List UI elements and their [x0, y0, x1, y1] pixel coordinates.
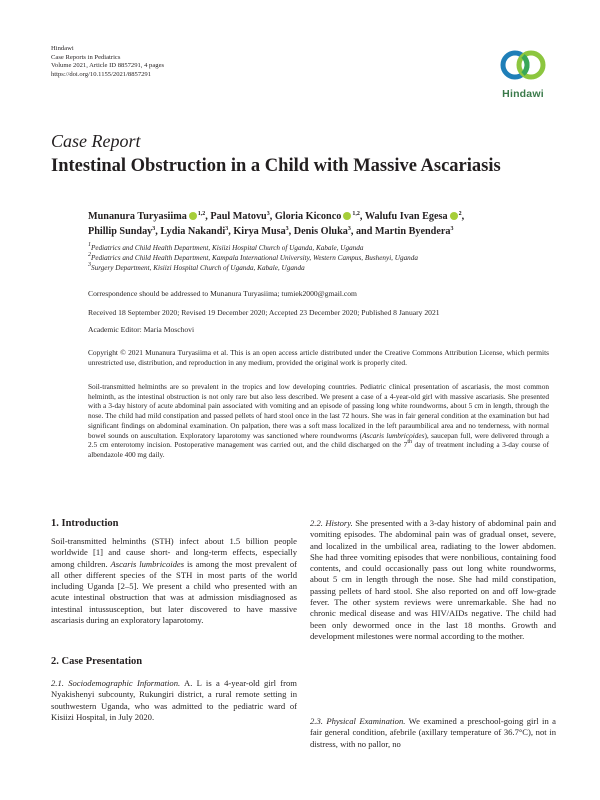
affiliation: $^1$Pediatrics and Child Health Department, Kisiizi Hospital Church of Uganda, Kabale, Uganda [88, 242, 364, 252]
history-text: 2.2. History. She presented with a 3-day history of abdominal pain and vomiting episodes. The abdominal pain was of gradual onset, severe, and localized in the umbilical area, radiating to the lower abdomen. She had three vomiting episodes that were nonbilious, containing food contents, and could occasionally pass out long white roundworms, about 5 cm in length through the nose. She had mild constipation, passing pellets of hard stool. She also reported on and off low-grade fever. The other system reviews were unremarkable. She had no chronic medical disease and was HIV/AIDs negative. The child had been only dewormed once in the last 18 months. Growth and development milestones were normal according to the mother. [310, 518, 556, 641]
hindawi-logo-icon [497, 43, 549, 87]
introduction-text: Soil-transmitted helminths (STH) infect about 1.5 billion people worldwide [1] and cause short- and long-term effects, especially among children. Ascaris lumbricoides is among the most prevalent of all other different species of the STH in most parts of the world including Uganda [2–5]. We present a child who presented with an acute intestinal obstruction that was at admission misdiagnosed as intestinal intussusception, but later discovered to have massive ascariasis during an exploratory laparotomy. [51, 536, 297, 626]
case-text: 2.1. Sociodemographic Information. A. L is a 4-year-old girl from Nyakishenyi subcounty, Rukungiri district, a rural remote setting in southwestern Uganda, who was admitted to the pediatric ward of Kisiizi Hospital, in July 2020. [51, 678, 297, 722]
author: Martin Byendera$^3$ [374, 226, 454, 237]
author: Munanura Turyasiima $^{1,2}$, [88, 211, 208, 222]
affiliations [88, 244, 558, 273]
section-heading-case: 2. Case Presentation [51, 656, 143, 667]
affiliation: $^2$Pediatrics and Child Health Department, Kampala International University, Western Campus, Bushenyi, Uganda [88, 251, 418, 262]
publisher-name: Hindawi [51, 45, 74, 52]
article-dates: Received 18 September 2020; Revised 19 December 2020; Accepted 23 December 2020; Published 8 January 2021 [88, 308, 440, 317]
article-type: Case Report [51, 131, 141, 151]
author-list [88, 209, 558, 239]
article-title: Intestinal Obstruction in a Child with Massive Ascariasis [51, 156, 501, 176]
author: Denis Oluka$^3$, and [293, 226, 373, 237]
volume-info: Volume 2021, Article ID 8857291, 4 pages [51, 62, 165, 70]
author: Paul Matovu$^3$, [210, 211, 273, 222]
copyright-notice: Copyright © 2021 Munanura Turyasiima et al. This is an open access article distributed under the Creative Commons Attribution License, which permits unrestricted use, distribution, and reproduction in any medium, provided the original work is properly cited. [88, 348, 549, 367]
author: Gloria Kiconco $^{1,2}$, [274, 211, 363, 222]
journal-header [51, 45, 164, 79]
physical-exam-text: 2.3. Physical Examination. We examined a preschool-going girl in a fair general condition, afebrile (axillary temperature of 36.7°C), not in distress, with no pallor, no [310, 716, 556, 749]
author: Kirya Musa$^3$, [233, 226, 292, 237]
section-heading-introduction: 1. Introduction [51, 518, 119, 529]
author: Phillip Sunday$^3$, [88, 226, 158, 237]
orcid-icon[interactable] [343, 212, 351, 220]
orcid-icon[interactable] [450, 212, 458, 220]
journal-name: Case Reports in Pediatrics [51, 53, 121, 61]
affiliation: $^3$Surgery Department, Kisiizi Hospital Church of Uganda, Kabale, Uganda [88, 261, 305, 272]
correspondence: Correspondence should be addressed to Munanura Turyasiima; tumiek2000@gmail.com [88, 289, 357, 298]
author: Walufu Ivan Egesa $^2$, [364, 211, 465, 222]
logo-wordmark: Hindawi [502, 88, 544, 100]
doi-link[interactable]: https://doi.org/10.1155/2021/8857291 [51, 70, 152, 78]
abstract: Soil-transmitted helminths are so prevalent in the tropics and low developing countries. Pediatric clinical presentation of ascariasis, the most common helminth, as the intestinal obstruction is not only rare but also less described. We present a case of a 4-year-old girl with massive ascariasis. She presented with a 3-day history of acute abdominal pain associated with vomiting and an episode of passing long white roundworms, about 5 cm in length, through the nose. The child had mild constipation and passed pellets of hard stool once in the last 72 hours. She was in fair general condition at the examination but had significant findings on abdominal examination. On palpation, there was a soft mass localized in the left paraumbilical area and no tenderness, with normal bowel sounds on auscultation. Exploratory laparotomy was sanctioned where roundworms (Ascaris lumbricoides), saucepan full, were delivered through a 2.5 cm enterotomy incision. Postoperative management was carried out, and the child discharged on the 7th day of treatment including a 3-day course of albendazole 400 mg daily. [88, 382, 549, 459]
author: Lydia Nakandi$^3$, [160, 226, 231, 237]
orcid-icon[interactable] [189, 212, 197, 220]
academic-editor: Academic Editor: Maria Moschovi [88, 325, 195, 334]
